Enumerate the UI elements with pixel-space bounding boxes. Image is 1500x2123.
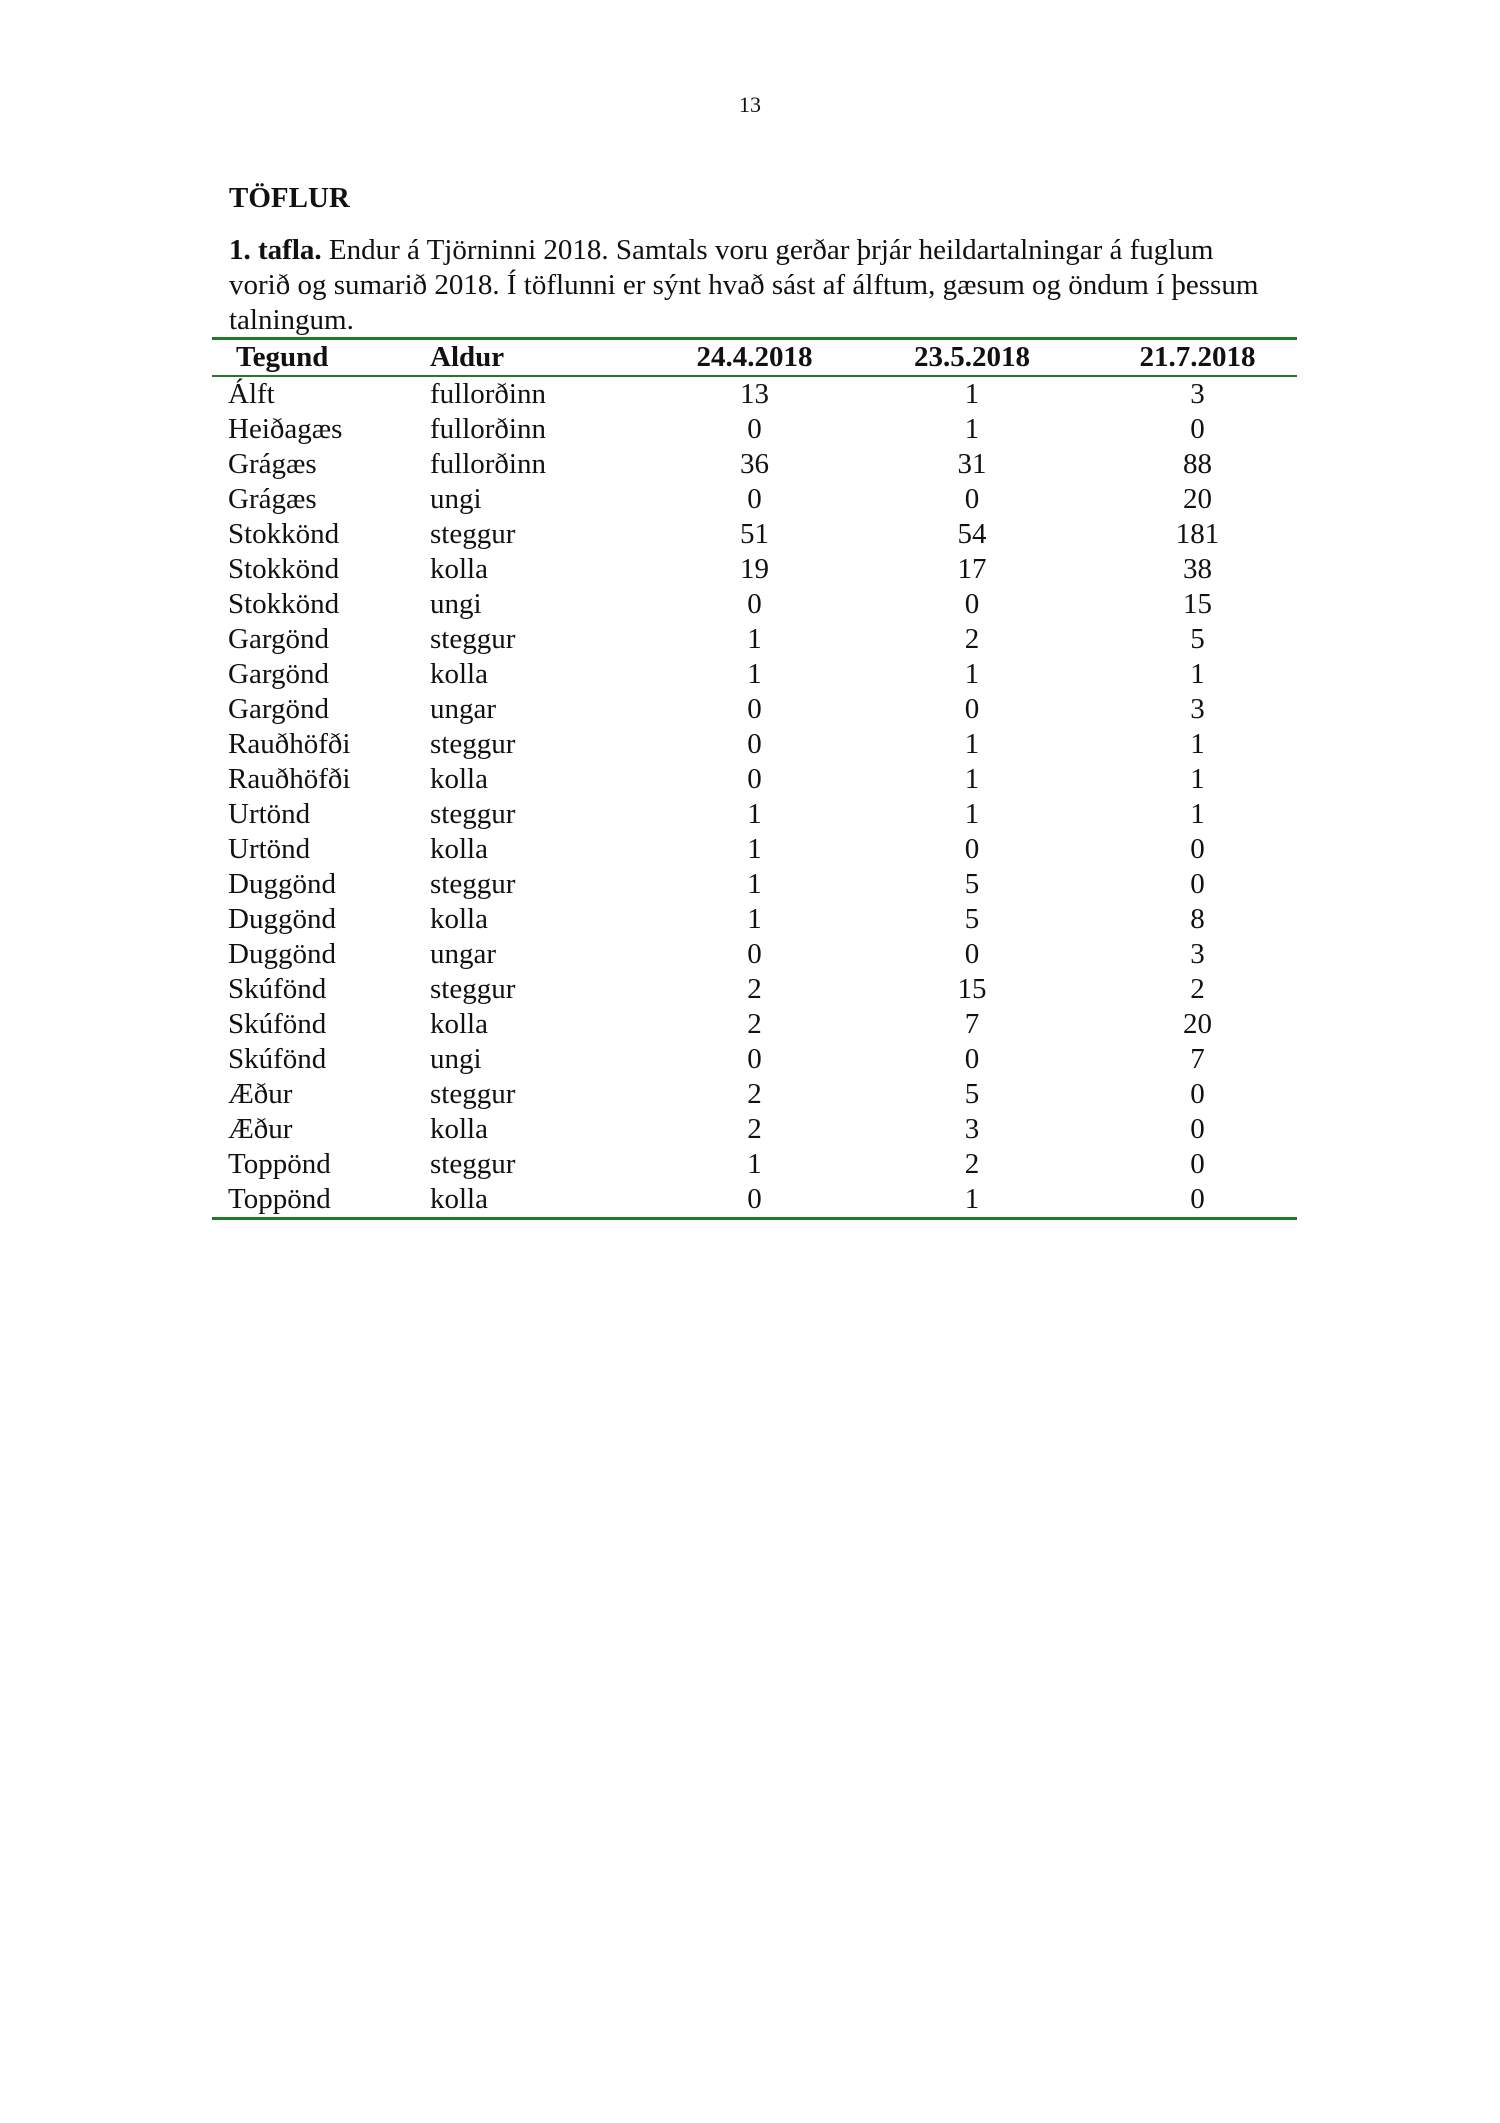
table-header-row [212,339,1297,377]
cell-age: steggur [430,798,516,830]
cell-count-date-1: 0 [747,728,762,760]
cell-count-date-2: 1 [964,728,980,760]
table-row [212,727,1297,762]
cell-count-date-3: 5 [1190,623,1205,655]
cell-count-date-3: 20 [1183,1008,1212,1040]
cell-age: steggur [430,868,516,900]
cell-species: Heiðagæs [228,413,343,445]
cell-count-date-1: 0 [747,588,762,620]
cell-age: ungar [430,693,497,725]
table-caption [229,233,1279,338]
cell-count-date-1: 2 [747,1008,762,1040]
cell-count-date-2: 0 [964,833,980,865]
table-row [212,482,1297,517]
cell-age: fullorðinn [430,378,546,410]
cell-age: kolla [430,903,488,935]
table-row [212,657,1297,692]
cell-count-date-1: 0 [747,693,762,725]
cell-count-date-3: 0 [1190,833,1205,865]
cell-count-date-2: 0 [964,1043,980,1075]
cell-count-date-1: 0 [747,483,762,515]
cell-species: Stokkönd [228,553,340,585]
cell-count-date-1: 1 [747,623,762,655]
table-row [212,1147,1297,1182]
cell-count-date-2: 5 [964,868,980,900]
cell-species: Rauðhöfði [228,763,351,795]
cell-age: steggur [430,1148,516,1180]
cell-age: steggur [430,623,516,655]
table-row [212,867,1297,902]
cell-count-date-1: 0 [747,763,762,795]
cell-count-date-2: 3 [964,1113,980,1145]
cell-age: ungi [430,483,482,515]
cell-count-date-2: 0 [964,483,980,515]
cell-count-date-2: 1 [964,658,980,690]
cell-count-date-3: 181 [1175,518,1220,550]
cell-count-date-1: 0 [747,413,762,445]
table-row [212,1077,1297,1112]
cell-count-date-1: 51 [740,518,769,550]
cell-age: kolla [430,553,488,585]
cell-age: ungi [430,588,482,620]
cell-age: kolla [430,1113,488,1145]
cell-species: Toppönd [228,1148,331,1180]
cell-age: ungi [430,1043,482,1075]
table-row [212,762,1297,797]
cell-age: steggur [430,518,516,550]
cell-count-date-1: 19 [740,553,769,585]
cell-count-date-3: 15 [1183,588,1212,620]
cell-count-date-1: 1 [747,833,762,865]
table-row [212,622,1297,657]
cell-species: Duggönd [228,938,336,970]
cell-count-date-2: 31 [957,448,987,480]
cell-age: kolla [430,763,488,795]
bird-count-table-container [212,337,1297,1220]
cell-age: steggur [430,728,516,760]
table-body [212,376,1297,1219]
cell-species: Duggönd [228,903,336,935]
cell-species: Toppönd [228,1183,331,1215]
cell-age: ungar [430,938,497,970]
cell-species: Gargönd [228,623,329,655]
cell-count-date-3: 2 [1190,973,1205,1005]
cell-count-date-3: 0 [1190,1183,1205,1215]
cell-species: Stokkönd [228,588,340,620]
cell-species: Stokkönd [228,518,340,550]
cell-species: Grágæs [228,448,317,480]
cell-count-date-1: 2 [747,973,762,1005]
cell-count-date-1: 1 [747,658,762,690]
cell-count-date-3: 3 [1190,693,1205,725]
bird-count-table [212,337,1297,1220]
cell-count-date-1: 1 [747,903,762,935]
cell-species: Urtönd [228,833,311,865]
table-row [212,902,1297,937]
cell-count-date-2: 1 [964,763,980,795]
cell-age: fullorðinn [430,413,546,445]
cell-count-date-1: 1 [747,1148,762,1180]
table-row [212,412,1297,447]
column-header-date-1: 24.4.2018 [696,341,813,373]
cell-count-date-1: 0 [747,1043,762,1075]
cell-count-date-3: 8 [1190,903,1205,935]
cell-count-date-2: 1 [964,413,980,445]
cell-count-date-2: 1 [964,378,980,410]
cell-count-date-3: 1 [1190,798,1205,830]
cell-count-date-2: 5 [964,1078,980,1110]
cell-count-date-3: 20 [1183,483,1212,515]
cell-species: Skúfönd [228,973,327,1005]
cell-count-date-2: 1 [964,1183,980,1215]
cell-count-date-3: 0 [1190,413,1205,445]
cell-species: Duggönd [228,868,336,900]
cell-count-date-1: 36 [740,448,769,480]
table-row [212,1182,1297,1219]
cell-age: steggur [430,973,516,1005]
cell-count-date-1: 1 [747,798,762,830]
column-header-date-3: 21.7.2018 [1139,341,1256,373]
table-row [212,587,1297,622]
cell-count-date-2: 0 [964,693,980,725]
cell-count-date-3: 3 [1190,938,1205,970]
cell-count-date-2: 54 [957,518,987,550]
cell-species: Grágæs [228,483,317,515]
cell-species: Æður [228,1113,293,1145]
cell-count-date-1: 0 [747,938,762,970]
cell-age: kolla [430,1183,488,1215]
column-header-date-2: 23.5.2018 [914,341,1030,373]
cell-age: kolla [430,658,488,690]
cell-count-date-3: 3 [1190,378,1205,410]
cell-count-date-1: 0 [747,1183,762,1215]
cell-count-date-2: 2 [964,1148,980,1180]
column-header-age: Aldur [430,341,505,373]
cell-count-date-1: 2 [747,1078,762,1110]
cell-count-date-3: 38 [1183,553,1212,585]
cell-count-date-1: 13 [740,378,769,410]
table-row [212,797,1297,832]
table-header [212,339,1297,377]
page-number: 13 [739,92,761,117]
cell-count-date-3: 0 [1190,868,1205,900]
cell-count-date-2: 7 [964,1008,980,1040]
cell-count-date-3: 1 [1190,763,1205,795]
cell-count-date-2: 5 [964,903,980,935]
cell-species: Álft [228,378,275,410]
cell-count-date-3: 1 [1190,728,1205,760]
cell-count-date-2: 1 [964,798,980,830]
table-row [212,376,1297,412]
cell-count-date-2: 17 [957,553,987,585]
cell-count-date-1: 1 [747,868,762,900]
cell-species: Gargönd [228,693,329,725]
cell-count-date-2: 0 [964,588,980,620]
table-row [212,517,1297,552]
cell-species: Urtönd [228,798,311,830]
section-heading: TÖFLUR [229,182,350,214]
cell-species: Skúfönd [228,1043,327,1075]
cell-count-date-2: 0 [964,938,980,970]
table-row [212,692,1297,727]
table-caption-text: Endur á Tjörninni 2018. Samtals voru gerðar þrjár heildartalningar á fuglum vorið og sumarið 2018. Í töflunni er sýnt hvað sást af álftum, gæsum og öndum í þessum talningum. [229,234,1259,336]
cell-age: fullorðinn [430,448,546,480]
table-row [212,1112,1297,1147]
table-row [212,832,1297,867]
cell-species: Rauðhöfði [228,728,351,760]
cell-species: Skúfönd [228,1008,327,1040]
cell-count-date-3: 0 [1190,1113,1205,1145]
cell-count-date-3: 0 [1190,1078,1205,1110]
cell-count-date-2: 2 [964,623,980,655]
table-row [212,552,1297,587]
cell-count-date-3: 1 [1190,658,1205,690]
table-row [212,1042,1297,1077]
cell-species: Æður [228,1078,293,1110]
cell-count-date-2: 15 [957,973,987,1005]
table-row [212,447,1297,482]
cell-count-date-3: 0 [1190,1148,1205,1180]
table-row [212,937,1297,972]
cell-age: steggur [430,1078,516,1110]
table-caption-label: 1. tafla. [229,234,322,266]
cell-count-date-3: 7 [1190,1043,1205,1075]
cell-count-date-1: 2 [747,1113,762,1145]
cell-count-date-3: 88 [1183,448,1212,480]
cell-age: kolla [430,833,488,865]
table-row [212,972,1297,1007]
column-header-species: Tegund [236,341,329,373]
cell-species: Gargönd [228,658,329,690]
cell-age: kolla [430,1008,488,1040]
table-row [212,1007,1297,1042]
